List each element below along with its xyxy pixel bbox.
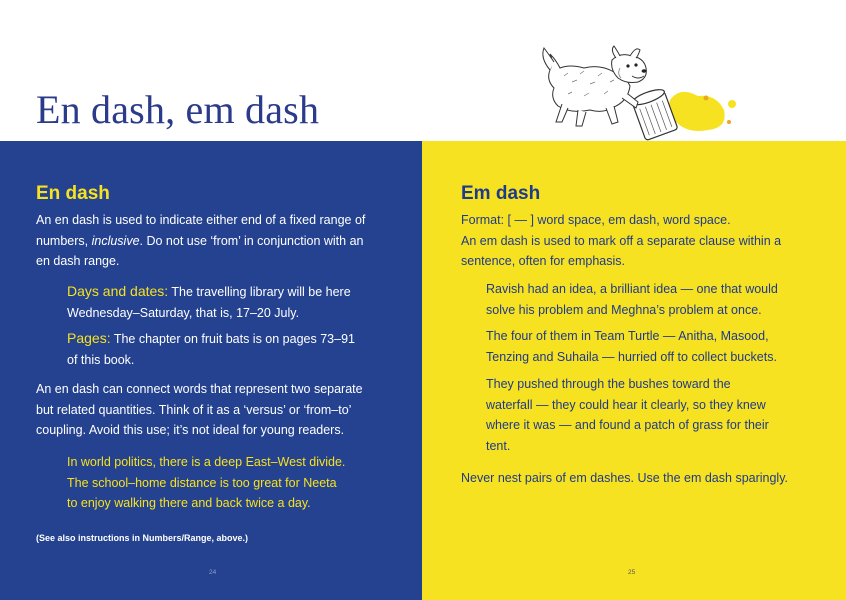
- en-dash-intro: An en dash is used to indicate either end of a fixed range of numbers, inclusive. Do not use ‘from’ in conjunction with an en dash range.: [36, 213, 366, 268]
- page-number-right: 25: [628, 569, 636, 576]
- em-dash-example-team-turtle: The four of them in Team Turtle — Anitha, Masood, Tenzing and Suhaila — hurried off to collect buckets.: [486, 329, 777, 364]
- em-dash-example-ravish: Ravish had an idea, a brilliant idea — one that would solve his problem and Meghna’s problem at once.: [486, 282, 778, 317]
- pages-label: Pages:: [67, 330, 111, 346]
- dog-illustration: [520, 38, 760, 150]
- en-dash-heading: En dash: [36, 183, 110, 204]
- em-dash-panel: [422, 141, 846, 600]
- en-dash-yellow-examples: In world politics, there is a deep East–West divide. The school–home distance is too great for Neeta to enjoy walking there and back twice a day.: [67, 455, 346, 510]
- en-dash-panel: [0, 141, 422, 600]
- page-number-left: 24: [209, 569, 217, 576]
- em-dash-closing: Never nest pairs of em dashes. Use the em dash sparingly.: [461, 471, 789, 485]
- en-dash-connect-paragraph: An en dash can connect words that represent two separate but related quantities. Think of it as a ‘versus’ or ‘from–to’ coupling. Avoid this use; it’s not ideal for young readers.: [36, 382, 363, 437]
- pages-example: Pages: The chapter on fruit bats is on pages 73–91 of this book.: [67, 330, 355, 367]
- days-dates-example: Days and dates: The travelling library will be here Wednesday–Saturday, that is, 17–20 July.: [67, 283, 351, 320]
- em-dash-format: Format: [ — ] word space, em dash, word space. An em dash is used to mark off a separate clause within a sentence, often for emphasis.: [461, 213, 782, 268]
- see-also-note: (See also instructions in Numbers/Range, above.): [36, 533, 249, 543]
- days-dates-label: Days and dates:: [67, 283, 169, 299]
- em-dash-heading: Em dash: [461, 183, 541, 204]
- page-title: En dash, em dash: [36, 87, 320, 132]
- em-dash-example-waterfall: They pushed through the bushes toward the waterfall — they could hear it clearly, so they knew where it was — and found a patch of grass for their tent.: [486, 377, 769, 453]
